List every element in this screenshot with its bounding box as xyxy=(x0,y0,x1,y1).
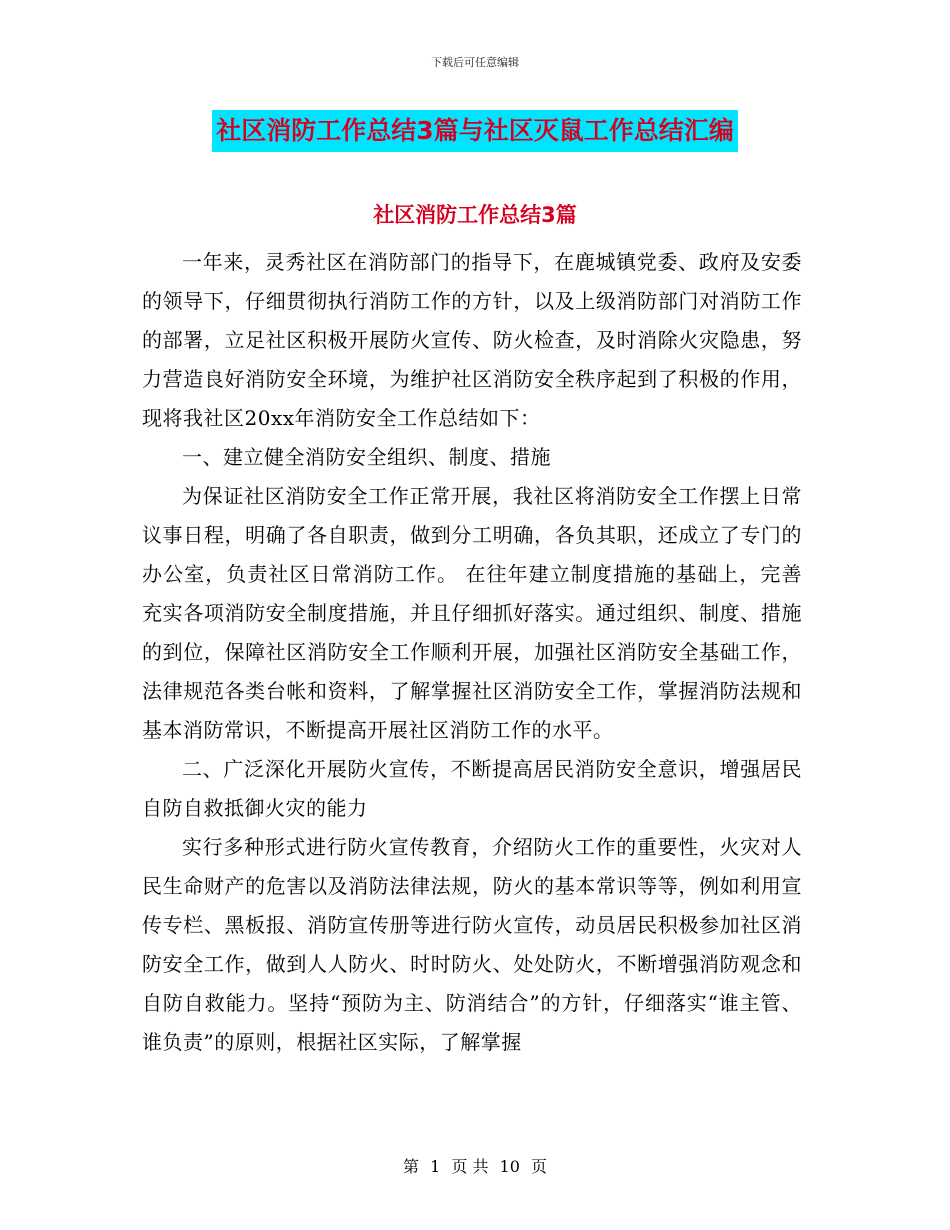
paragraph-publicity: 实行多种形式进行防火宣传教育，介绍防火工作的重要性，火灾对人民生命财产的危害以及消防法律法规，防火的基本常识等等，例如利用宣传专栏、黑板报、消防宣传册等进行防火宣传，动员居民积极参加社区消防安全工作，做到人人防火、时时防火、处处防火，不断增强消防观念和自防自救能力。坚持“预防为主、防消结合”的方针，仔细落实“谁主管、谁负责”的原则，根据社区实际，了解掌握 xyxy=(142,835,802,1054)
heading-one: 一、建立健全消防安全组织、制度、措施 xyxy=(182,445,551,469)
paragraph-organization: 为保证社区消防安全工作正常开展，我社区将消防安全工作摆上日常议事日程，明确了各自职责，做到分工明确，各负其职，还成立了专门的办公室，负责社区日常消防工作。 在往年建立制度措施的基础上，完善充实各项消防安全制度措施，并且仔细抓好落实。通过组织、制度、措施的到位，保障社区消防安全工作顺利开展，加强社区消防安全基础工作，法律规范各类台帐和资料，了解掌握社区消防安全工作，掌握消防法规和基本消防常识，不断提高开展社区消防工作的水平。 xyxy=(142,484,802,742)
page-footer xyxy=(0,1154,950,1177)
paragraph-intro: 一年来，灵秀社区在消防部门的指导下，在鹿城镇党委、政府及安委的领导下，仔细贯彻执行消防工作的方针，以及上级消防部门对消防工作的部署，立足社区积极开展防火宣传、防火检查，及时消除火灾隐患，努力营造良好消防安全环境，为维护社区消防安全秩序起到了积极的作用，现将我社区20xx年消防安全工作总结如下： xyxy=(142,250,802,430)
footer-suffix: 页 xyxy=(531,1157,548,1176)
section-title: 社区消防工作总结3篇 xyxy=(373,203,577,227)
document-title: 社区消防工作总结3篇与社区灭鼠工作总结汇编 xyxy=(212,110,737,152)
footer-total-pages: 10 xyxy=(499,1157,520,1176)
footer-page-number: 1 xyxy=(430,1157,441,1176)
footer-prefix: 第 xyxy=(402,1157,419,1176)
document-body xyxy=(142,243,802,1062)
document-title-block xyxy=(0,110,950,152)
footer-middle: 页 共 xyxy=(451,1157,489,1176)
heading-two: 二、广泛深化开展防火宣传，不断提高居民消防安全意识，增强居民自防自救抵御火灾的能力 xyxy=(142,757,802,820)
header-note: 下载后可任意编辑 xyxy=(431,56,519,69)
